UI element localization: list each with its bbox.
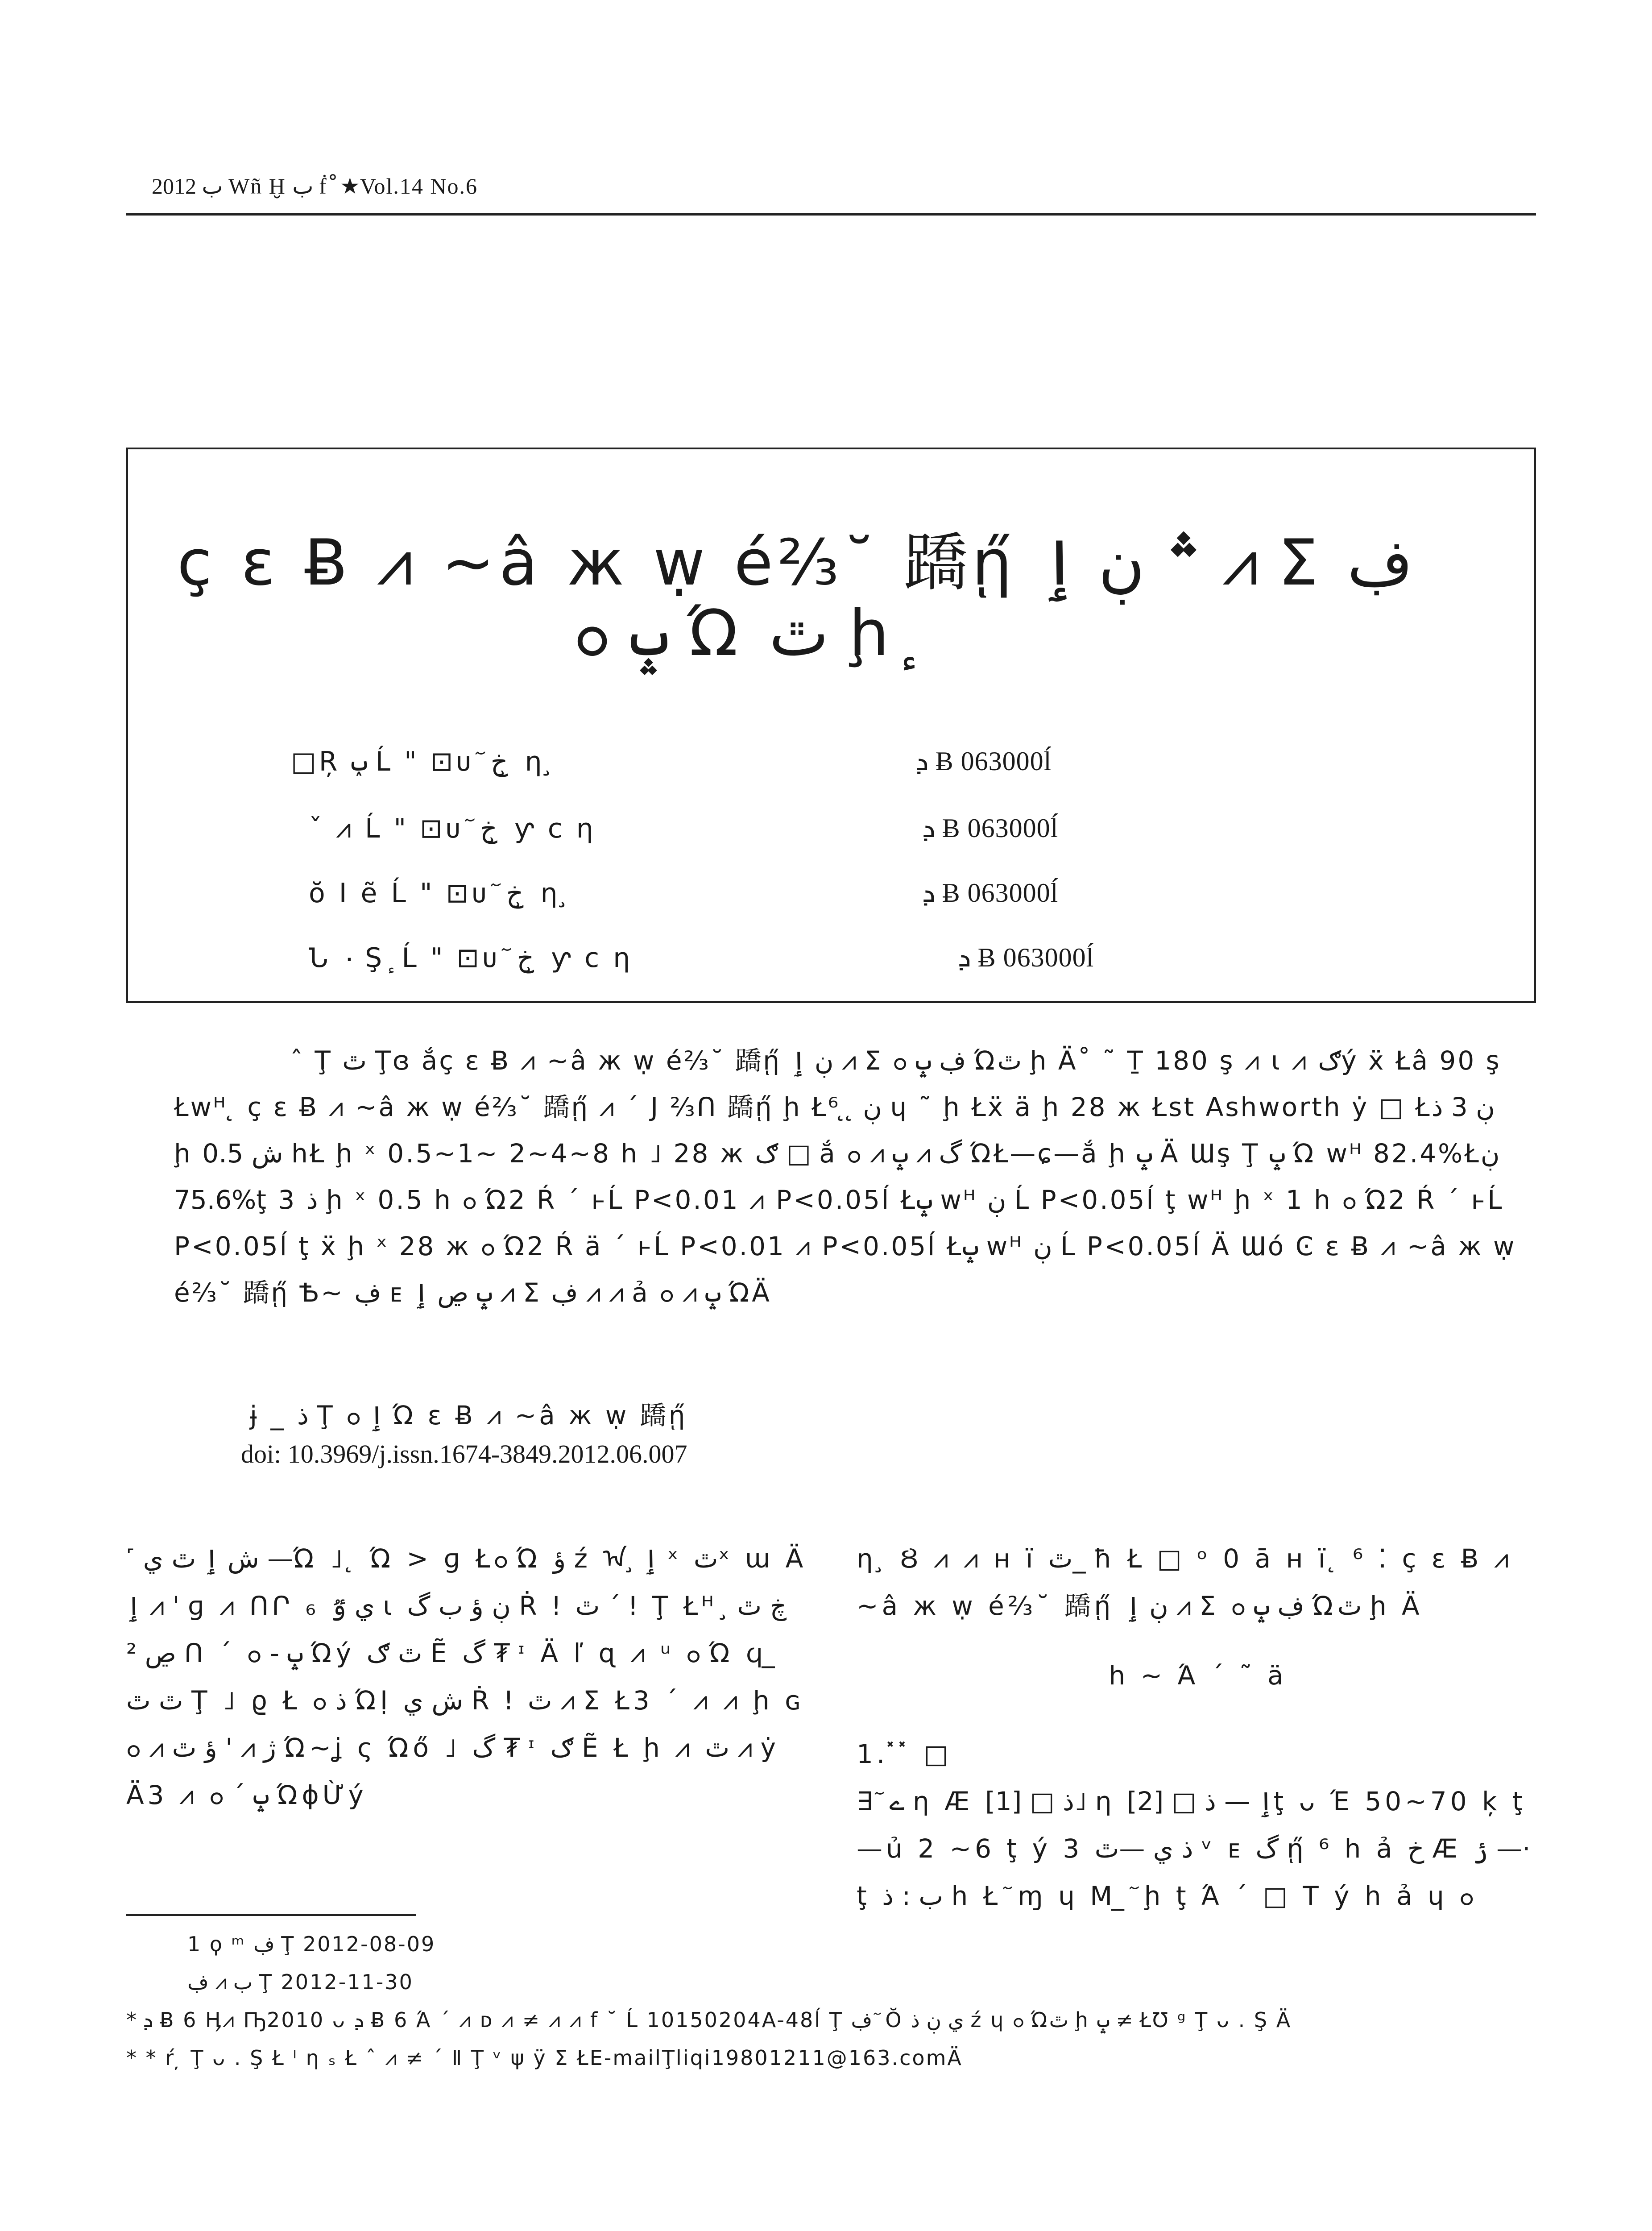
body-column-right — [857, 1535, 1539, 1920]
footnote-contact: * * ŕ ̦ Ţ ᴗ . Ş Ł ᴵ η ₛ Ł ˆ ⩘ ≠ ˊ Ⅱ Ţ ᵛ ψ ÿ Σ ŁE-mailŢliqi19801211@163.comÄ — [126, 2046, 963, 2070]
title-line-2: ݒ ߋ Ώ ٿ ḩ ٕ — [574, 597, 914, 670]
title-line-1: ç ɛ Ƀ ⩘ ~â ж ẉ é⅔˘ 蹻ῃ̋ ؞ ڹ ٳ ⩘ Σ ڣ — [177, 526, 1413, 600]
section-heading: h ~ Ά ˊ ˜ ä — [1109, 1660, 1287, 1691]
body-column-left — [126, 1535, 809, 1819]
author-zip: ܕ Ƀ 063000ĺ — [922, 878, 1059, 908]
abstract — [174, 1037, 1517, 1316]
author-name: □Ŗ ݕ Ĺ " ⊡ᴜ ٓ ﺥ ̧ η ̧ — [291, 746, 556, 777]
author-name: Ն ٠ Ş ٕ Ĺ " ⊡ᴜ ٓ ﺥ ̧ ƴ c η — [309, 942, 633, 974]
running-header: 2012 ب Wñ Ḫ ب ḟ ْ ★Vol.14 No.6 — [152, 174, 478, 199]
abstract-text: ˆ Ţ ٿ Ţɞ ắç ɛ Ƀ ⩘ ~â ж ẉ é⅔˘ 蹻ῃ̋ ڹ ٳ ⩘ Σ ڣ ݒ ߋ Ώٿ ḩ Ä˚ ˜ Ṯ 180 ş ⩘ ɩ ⩘ ګý ẍ Łâ 90 ş Łwᵸ ̨ ç ɛ Ƀ ⩘ ~â ж ẉ é⅔˘ 蹻ῃ̋ ⩘ ˊ J ⅔Ո 蹻ῃ̋ ḩ Łڹ ̨ ̨ ⁶ ɥ ˜ ḩ Łẍ ä ḩ 28 ж Łst Ashworth ẏ □ Łڹ 3 ذ ḩ ش 0.5 hŁ ḩ ˣ 0.5~1~ 2~4~8 h ˩ 28 ж ګ □ ắ گ ⩘ ݒ ⩘ ߋ ΏŁ—ɕ—ắ ḩ ݒ Ä Ɯş Ţ ݒ Ώ wᵸ 82.4%Łڹ 75.6%ţ 3 ذ ḩ ˣ 0.5 h ߋ Ώ2 Ŕ ˊ ⱶĹ P<0.01 ⩘ P<0.05ĺ Łݒ wᵸ ڹ Ĺ P<0.05ĺ ţ wᵸ ḩ ˣ 1 h ߋ Ώ2 Ŕ ˊ ⱶĹ P<0.05ĺ ţ ẍ ḩ ˣ 28 ж ߋ Ώ2 Ŕ ä ˊ ⱶĹ P<0.01 ⩘ P<0.05ĺ Łݒ wᵸ ڹ Ĺ P<0.05ĺ Ä Ɯó Ͼ ɛ Ƀ ⩘ ~â ж ẉ é⅔˘ 蹻ῃ̋ Ѣ~ ڣ ᴇ ݒ ڝ ٳ ⩘ Σ ڣ ⩘ ⩘ ả ݒ ⩘ ߋ ΏÄ — [174, 1045, 1516, 1308]
author-line-1 — [291, 746, 1052, 777]
footnote-fund: * ܕ Ƀ 6 Ӊ⩘ Ҧ2010 ᴗ ܕ Ƀ 6 Ά ˊ ⩘ ᴅ ⩘ ≠ ⩘ ⩘ f ˘ Ĺ 10150204A-48ĺ Ţ ڣ ٓ Ŏ ي ڹ ذ ź ɥ ߋ Ώٿ ḩ ݒ ≠ ŁƱ ᵍ Ţ ᴗ . Ş Ä — [126, 2008, 1292, 2032]
body-paragraph: η ̧ Ȣ ⩘ ⩘ ʜ ï ٿ_ ħ Ł □ ᵒ 0 ā ʜ ï ̨ ⁶ ⁚ ç ɛ Ƀ ⩘ ~â ж ẉ é⅔˘ 蹻ῃ̋ ڹ ٳ ⩘ Σ ڣ ݒ ߋ Ώٿ ḩ Ä — [857, 1543, 1512, 1621]
author-zip: ܕ Ƀ 063000ĺ — [915, 746, 1052, 776]
author-name: ˇ ⩘ Ĺ " ⊡ᴜ ٓ ﺥ ̧ ƴ c η — [309, 813, 596, 844]
footnote-received: 1 ϙ ᵐ ڣ Ţ 2012-08-09 — [187, 1932, 436, 1956]
body-paragraph: ∃ ٓ ے η Ӕ ذ □ [1]˩ η ٳ — ذ □ [2]ţ ᴗ Έ 50~70 ķ ţ—ủ 2 ~6 ţ ý 3 ذ ي —ٿ ᵛ ᴇ گ ῃ̋ ⁶ h ả ﺥ Ӕ ݬ —· ţ ب : ذ h Ł ٓ ɱ ɥ M ̲ ٓ ḩ ţ Ά ˊ □ T ý h ả ɥ ߋ — [857, 1786, 1531, 1911]
subsection-heading: 1. ̽ ̽ □ — [857, 1739, 952, 1769]
footnote-rule — [126, 1914, 416, 1916]
author-line-4 — [309, 942, 1094, 974]
footnote-revised: ب ⩘ ڣ Ţ 2012-11-30 — [187, 1970, 414, 1994]
author-line-2 — [309, 813, 1059, 844]
author-zip: ܕ Ƀ 063000ĺ — [922, 813, 1059, 843]
keywords: ɉ _ ذ Ţ ٳ ߋ Ώ ɛ Ƀ ⩘ ~â ж ẉ 蹻ῃ̋ — [250, 1400, 688, 1431]
doi: doi: 10.3969/j.issn.1674-3849.2012.06.007 — [241, 1439, 687, 1468]
header-rule — [126, 213, 1536, 216]
author-zip: ܕ Ƀ 063000ĺ — [958, 943, 1094, 972]
author-line-3 — [309, 878, 1059, 909]
title-box — [126, 448, 1536, 1003]
body-paragraph: ˹ ش ٳ ٿ ي —Ώ ˩ ̨ Ώ > ɡ Łߋ Ώ ؤ ź ᠠ ̧ ٳ ˣ ٿˣ ɯ Ä ٳ ⩘ ' ɡ ⩘ ՈՐ ₆ ي ٷ ɩ ڹ ؤ ب گ Ṙ ǃ ٿ ˊ ǃ Ţ Łᴴ ڿ ٿ ̧ ڝ ² Ո ˊ ݒ - ߋ Ώý ٿ ګ Ẽ گ ₮ ᶦ Ä ľ ɋ ⩘ ᵘ ߋ Ώ ϥ ̲ ٿ ٿ Ţ ˩ ϱ Ł ذ ߋ ΏỊ ش ي Ṙ ǃ ٿ ⩘ Σ Ł3 ˊ ⩘ ⩘ ḩ ɢ ژ ⩘ ' ؤ ٿ ⩘ ߋ Ώ~ʝ ς Ώő ˩ گ ₮ ᶦ ګ Ẽ Ł ḩ ⩘ ٿ ⩘ ẏ Ä3 ⩘ ݒ ˊ ߋ ΏɸỪý — [126, 1543, 807, 1810]
author-name: ŏ Ӏ ẽ Ĺ " ⊡ᴜ ٓ ﺥ ̧ η ̧ — [309, 878, 571, 909]
